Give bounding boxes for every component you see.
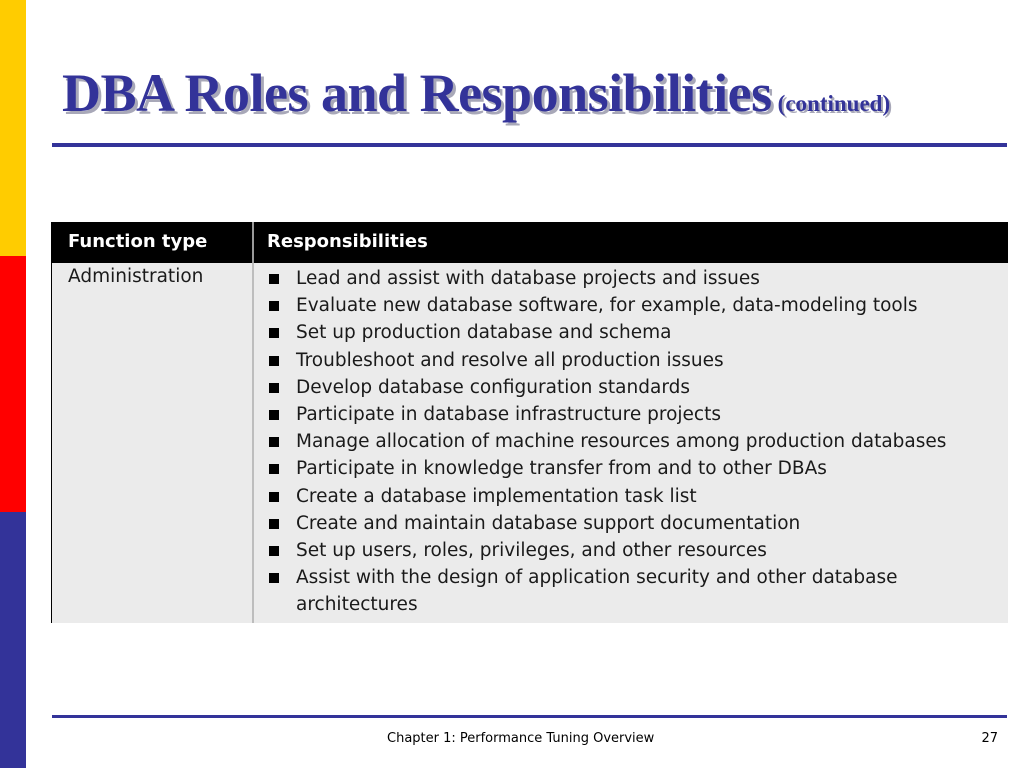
list-item (267, 265, 997, 292)
list-item (267, 374, 997, 401)
column-divider (252, 222, 254, 623)
bullet-square-icon (269, 492, 279, 502)
bullet-square-icon (269, 274, 279, 284)
list-item-text: Troubleshoot and resolve all production issues (296, 349, 724, 371)
bullet-square-icon (269, 328, 279, 338)
list-item (267, 483, 997, 510)
accent-stripe-red (0, 256, 26, 512)
list-item-text: Create and maintain database support documentation (296, 512, 801, 534)
bullet-square-icon (269, 573, 279, 583)
list-item (267, 564, 997, 618)
list-item-text: Set up users, roles, privileges, and other resources (296, 540, 767, 562)
header-function-type: Function type (68, 231, 208, 252)
table-header-row (52, 222, 1008, 263)
list-item (267, 428, 997, 455)
list-item-text: Create a database implementation task list (296, 485, 697, 507)
footer-rule (52, 715, 1007, 718)
bullet-square-icon (269, 519, 279, 529)
list-item (267, 537, 997, 564)
list-item (267, 319, 997, 346)
bullet-square-icon (269, 301, 279, 311)
title-underline (52, 143, 1007, 147)
bullet-square-icon (269, 356, 279, 366)
slide-title (62, 63, 891, 123)
slide-title-suffix: (continued) (777, 91, 891, 116)
accent-stripe-blue (0, 512, 26, 768)
list-item-text: Evaluate new database software, for example, data-modeling tools (296, 295, 918, 317)
list-item-text: Lead and assist with database projects and issues (296, 268, 760, 289)
row-label-administration: Administration (68, 266, 204, 287)
list-item-text: Participate in database infrastructure projects (296, 404, 721, 426)
list-item-text: Participate in knowledge transfer from and to other DBAs (296, 458, 827, 480)
list-item (267, 510, 997, 537)
header-responsibilities: Responsibilities (267, 231, 428, 252)
list-item (267, 347, 997, 374)
slide-title-text: DBA Roles and Responsibilities (62, 63, 772, 123)
header-divider (252, 222, 254, 263)
page-number: 27 (981, 731, 998, 746)
bullet-square-icon (269, 437, 279, 447)
bullet-square-icon (269, 464, 279, 474)
list-item (267, 292, 997, 319)
list-item (267, 401, 997, 428)
list-item-text: Set up production database and schema (296, 322, 672, 344)
responsibilities-table (51, 222, 1008, 623)
bullet-square-icon (269, 546, 279, 556)
accent-stripe-yellow (0, 0, 26, 256)
list-item-text: Manage allocation of machine resources among production databases (296, 431, 947, 453)
list-item-text: Develop database configuration standards (296, 376, 690, 398)
list-item (267, 455, 997, 482)
list-item-text: Assist with the design of application security and other database architectures (296, 567, 898, 616)
bullet-square-icon (269, 383, 279, 393)
footer-chapter: Chapter 1: Performance Tuning Overview (387, 731, 655, 746)
responsibilities-list (267, 265, 997, 619)
bullet-square-icon (269, 410, 279, 420)
